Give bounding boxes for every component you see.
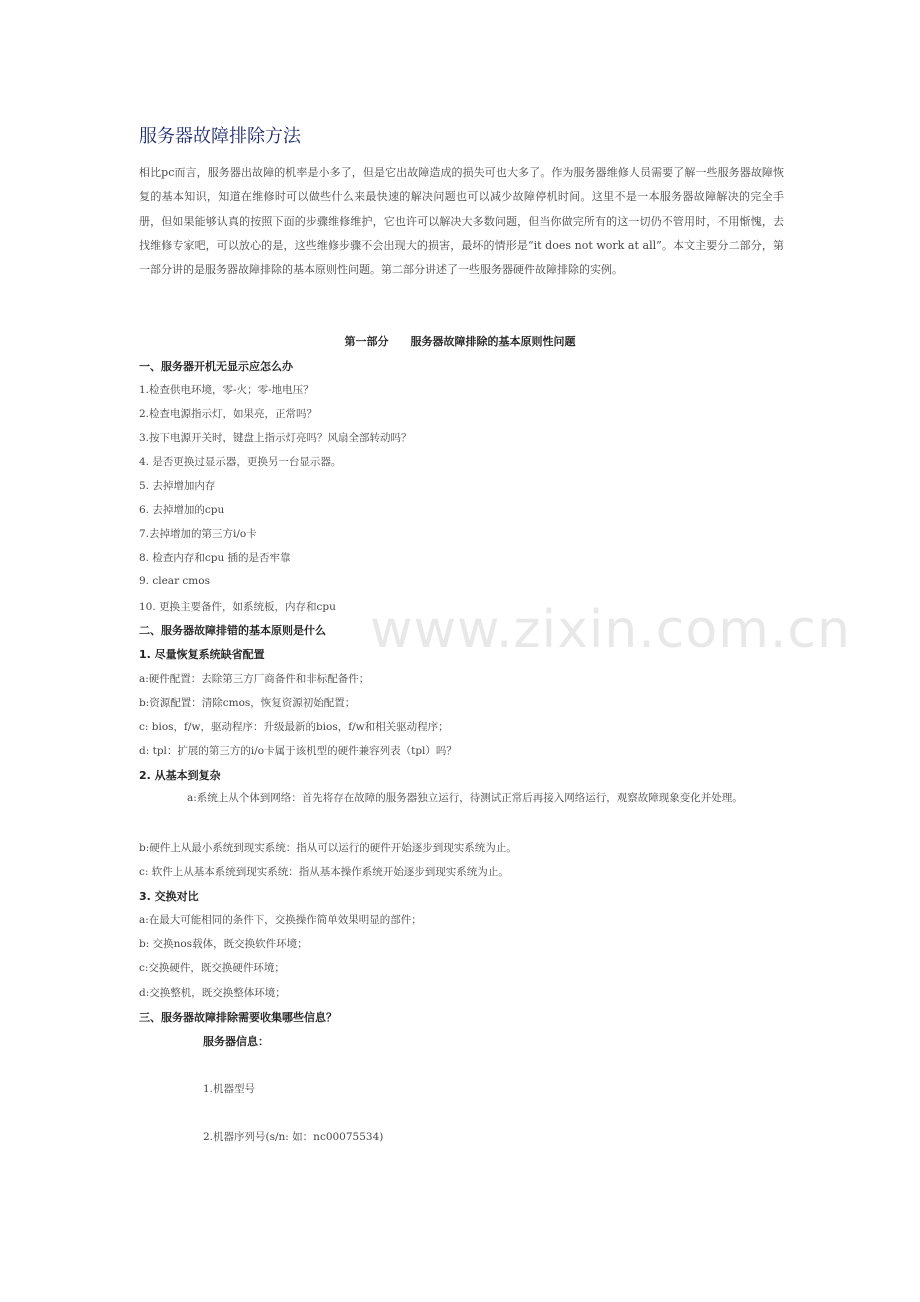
- list-item: c:交换硬件，既交换硬件环境；: [139, 962, 285, 974]
- list-item: b: 交换nos载体，既交换软件环境；: [139, 938, 308, 950]
- list-item: d:交换整机，既交换整体环境；: [139, 987, 286, 999]
- section3-heading: 三、服务器故障排除需要收集哪些信息？: [139, 1011, 337, 1024]
- list-item: 4. 是否更换过显示器，更换另一台显示器。: [139, 456, 342, 468]
- part-title-text: 服务器故障排除的基本原则性问题: [410, 335, 576, 348]
- list-item: 8. 检查内存和cpu 插的是否牢靠: [139, 552, 291, 564]
- watermark: www.zixin.com.cn: [370, 600, 851, 660]
- list-item: b:硬件上从最小系统到现实系统：指从可以运行的硬件开始逐步到现实系统为止。: [139, 842, 517, 854]
- list-item: d: tpl：扩展的第三方的i/o卡属于该机型的硬件兼容列表（tpl）吗？: [139, 745, 457, 757]
- list-item: b:资源配置：清除cmos，恢复资源初始配置；: [139, 697, 356, 709]
- list-item: 5. 去掉增加内存: [139, 480, 216, 492]
- list-item: 3.按下电源开关时，键盘上指示灯亮吗？风扇全部转动吗？: [139, 432, 412, 444]
- list-item: a:硬件配置：去除第三方厂商备件和非标配备件；: [139, 673, 370, 685]
- list-item: 2.检查电源指示灯，如果亮，正常吗？: [139, 408, 318, 420]
- list-item: a:在最大可能相同的条件下，交换操作简单效果明显的部件；: [139, 914, 422, 926]
- list-item: 2.机器序列号(s/n: 如：nc00075534): [203, 1131, 384, 1143]
- section2-heading: 二、服务器故障排错的基本原则是什么: [139, 624, 326, 637]
- list-item: 1.机器型号: [203, 1083, 256, 1095]
- subsection-heading: 服务器信息：: [203, 1035, 269, 1048]
- subsection-heading: 2. 从基本到复杂: [139, 769, 221, 782]
- part-heading: [0, 333, 920, 349]
- part-label: 第一部分: [344, 335, 389, 348]
- section1-heading: 一、服务器开机无显示应怎么办: [139, 360, 293, 373]
- intro-paragraph: 相比pc而言，服务器出故障的机率是小多了，但是它出故障造成的损失可也大多了。作为服务器维修人员需要了解一些服务器故障恢复的基本知识，知道在维修时可以做些什么来最快速的解决问题也可以减少故障停机时间。这里不是一本服务器故障解决的完全手册，但如果能够认真的按照下面的步骤维修维护，它也许可以解决大多数问题，但当你做完所有的这一切仍不管用时，不用惭愧，去找维修专家吧，可以放心的是，这些维修步骤不会出现大的损害，最坏的情形是“it does not work at all”。本文主要分二部分，第一部分讲的是服务器故障排除的基本原则性问题。第二部分讲述了一些服务器硬件故障排除的实例。: [139, 166, 784, 277]
- subsection-heading: 1. 尽量恢复系统缺省配置: [139, 648, 265, 661]
- document-title: 服务器故障排除方法: [139, 126, 301, 147]
- list-item: 9. clear cmos: [139, 575, 210, 587]
- list-item: 10. 更换主要备件，如系统板，内存和cpu: [139, 601, 336, 613]
- list-item: 7.去掉增加的第三方i/o卡: [139, 528, 257, 540]
- list-item: a:系统上从个体到网络：首先将存在故障的服务器独立运行，待测试正常后再接入网络运行，观察故障现象变化并处理。: [187, 792, 743, 804]
- list-item: 1.检查供电环境，零-火；零-地电压？: [139, 384, 314, 396]
- subsection-heading: 3. 交换对比: [139, 890, 199, 903]
- list-item: c: bios，f/w，驱动程序：升级最新的bios，f/w和相关驱动程序；: [139, 721, 449, 733]
- list-item: c: 软件上从基本系统到现实系统：指从基本操作系统开始逐步到现实系统为止。: [139, 866, 509, 878]
- list-item: 6. 去掉增加的cpu: [139, 504, 225, 516]
